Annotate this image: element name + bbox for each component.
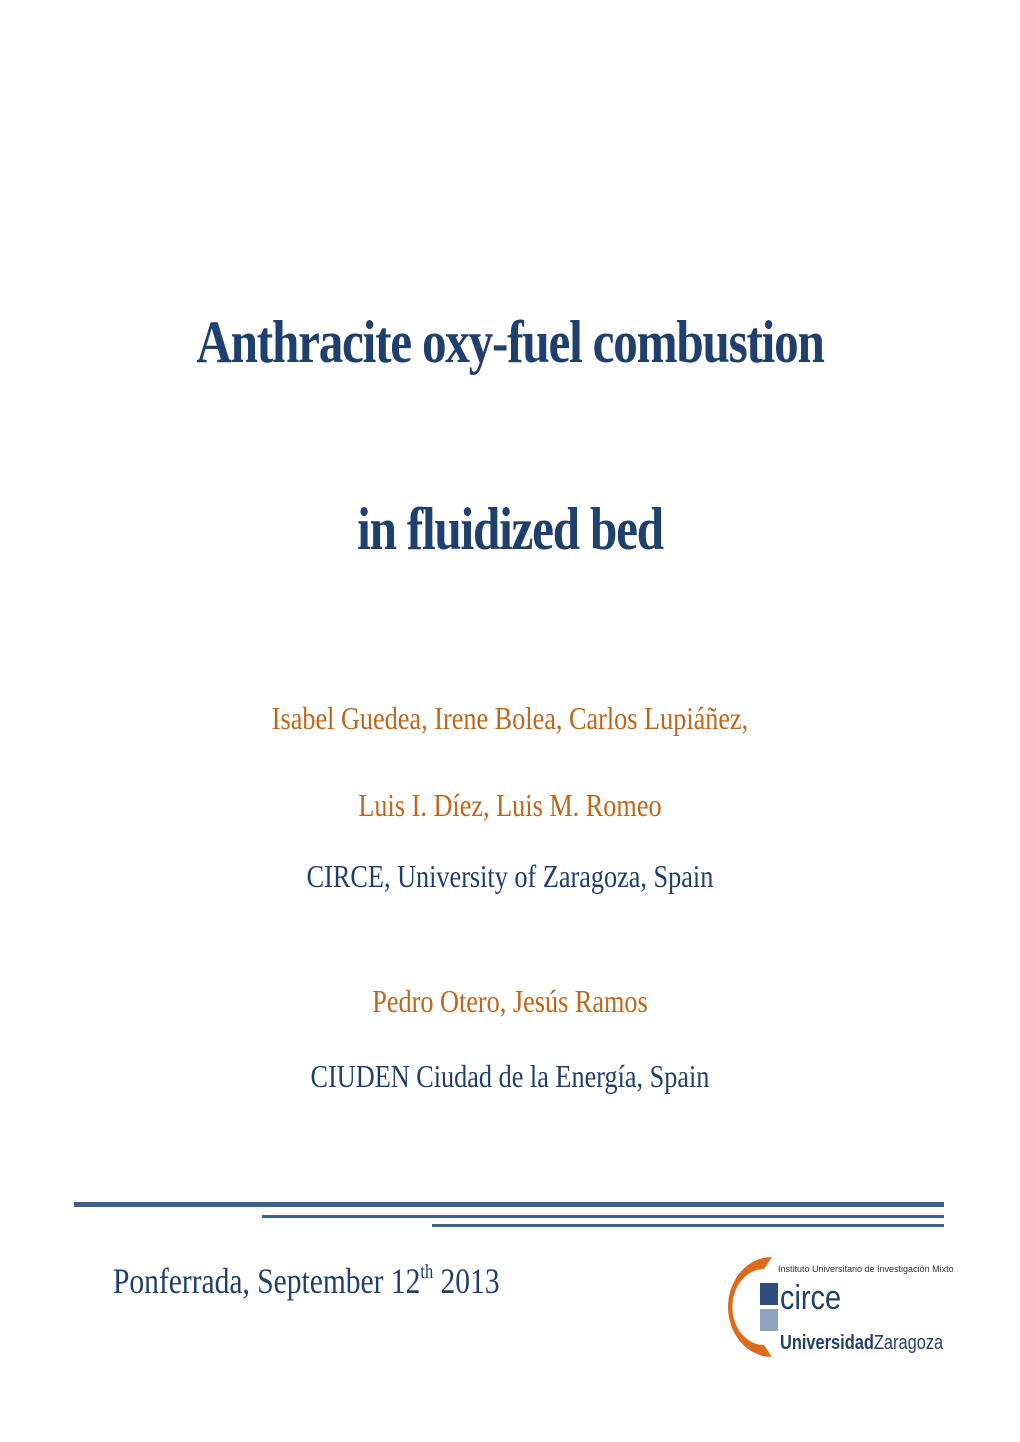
- footer-year: 2013: [433, 1261, 500, 1301]
- authors-line-3: Pedro Otero, Jesús Ramos: [372, 983, 648, 1019]
- divider-rule-2: [262, 1215, 944, 1218]
- title-line-1: Anthracite oxy-fuel combustion: [196, 309, 824, 375]
- affiliation-ciuden: CIUDEN Ciudad de la Energía, Spain: [310, 1058, 710, 1094]
- divider-rule-1: [74, 1202, 944, 1207]
- divider-rule-3: [432, 1224, 944, 1227]
- authors-line-1: Isabel Guedea, Irene Bolea, Carlos Lupiáñez,: [271, 700, 749, 736]
- logo-circe-text: circe: [780, 1279, 842, 1317]
- circe-logo: [720, 1247, 954, 1367]
- logo-university-rest: Zaragoza: [873, 1332, 944, 1354]
- logo-university-text: [780, 1332, 943, 1355]
- title-line-2: in fluidized bed: [357, 496, 663, 562]
- circe-logo-icon: [720, 1247, 780, 1367]
- footer-date-text: Ponferrada, September 12: [113, 1261, 421, 1301]
- logo-institute-text: Instituto Universitario de Investigación Mixto: [778, 1264, 954, 1274]
- footer-place-date: [113, 1260, 500, 1302]
- footer-superscript: th: [420, 1261, 434, 1283]
- affiliation-circe: CIRCE, University of Zaragoza, Spain: [306, 858, 714, 894]
- logo-university-bold: Universidad: [780, 1332, 874, 1354]
- authors-line-2: Luis I. Díez, Luis M. Romeo: [358, 787, 662, 823]
